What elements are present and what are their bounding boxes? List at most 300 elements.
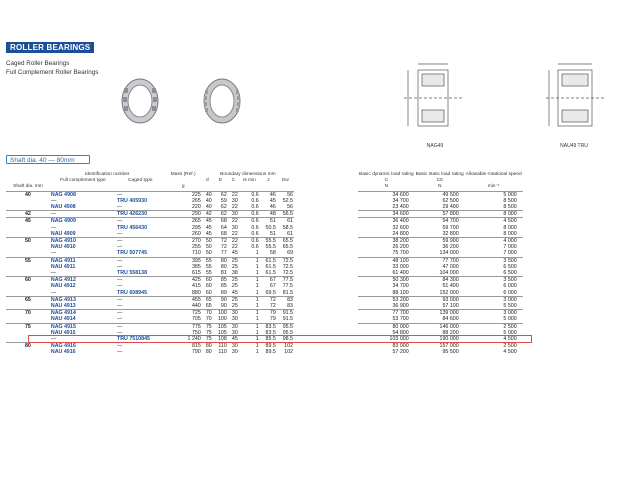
cell-full: NAG 4916 — [50, 343, 116, 350]
cell-caged: — — [116, 238, 165, 245]
table-row — [6, 270, 294, 277]
cell-shaft: 65 — [6, 296, 50, 303]
cell-C0: 57 800 — [415, 211, 465, 218]
cell-D: 85 — [220, 283, 227, 290]
cell-shaft — [6, 316, 50, 323]
cell-mass: 385 — [191, 263, 201, 270]
table-row — [358, 211, 523, 218]
table-row — [358, 191, 523, 198]
cell-speed: 8 000 — [503, 230, 517, 237]
load-rating-table — [358, 172, 523, 356]
table-row — [358, 204, 523, 211]
cell-rs: 1 — [255, 270, 259, 277]
cell-C1: 36 400 — [358, 218, 415, 225]
cell-Ew: 72.5 — [282, 270, 293, 277]
cell-d: 60 — [202, 277, 213, 284]
cell-d: 80 — [205, 349, 212, 356]
cell-Ew: 56 — [287, 204, 293, 211]
cell-caged: TRU 405930 — [116, 197, 148, 204]
cell-caged: TRU 456430 — [116, 224, 148, 231]
cell-J: 89.5 — [260, 343, 277, 350]
cell-shaft — [6, 290, 50, 297]
cell-mass: 290 — [165, 211, 202, 218]
cell-C0: 62 500 — [442, 197, 459, 204]
cell-J: 79 — [260, 310, 277, 317]
cell-shaft — [6, 204, 50, 211]
header-C0: C0 — [436, 178, 443, 184]
cell-Ew: 61 — [277, 218, 294, 225]
cell-D: 90 — [213, 296, 228, 303]
cell-J: 51 — [260, 218, 277, 225]
cell-D: 110 — [213, 343, 228, 350]
header-unit-N2: N — [437, 184, 442, 190]
cell-caged: — — [116, 316, 123, 323]
cell-J: 61.5 — [260, 257, 277, 264]
cell-speed: 3 500 — [465, 257, 523, 264]
cell-C1: 26 200 — [392, 244, 409, 251]
cell-d: 42 — [202, 211, 213, 218]
cell-C: 30 — [231, 197, 238, 204]
cell-speed: 3 000 — [465, 310, 523, 317]
cell-C1: 80 000 — [358, 323, 415, 330]
cell-speed: 3 000 — [465, 296, 523, 303]
cell-C: 22 — [228, 191, 239, 198]
cell-C0: 49 500 — [415, 191, 465, 198]
cell-Ew: 98.5 — [282, 336, 293, 343]
highlighted-row-outline — [28, 335, 532, 343]
nag49-drawing — [398, 58, 472, 138]
cell-C1: 24 800 — [392, 230, 409, 237]
cell-shaft — [6, 303, 50, 310]
cell-D: 110 — [218, 349, 227, 356]
cell-shaft — [6, 250, 50, 257]
cell-Ew: 56 — [277, 191, 294, 198]
cell-D: 80 — [213, 257, 228, 264]
cell-C: 25 — [228, 277, 239, 284]
cell-speed: 6 000 — [503, 289, 517, 296]
header-boundary: Boundary dimensions mm — [220, 172, 276, 177]
table-row — [358, 310, 523, 317]
cell-C0: 190 000 — [439, 336, 459, 343]
cell-full: NAG 4908 — [50, 191, 116, 198]
cell-C0: 157 000 — [415, 343, 465, 350]
cell-full: NAG 4910 — [50, 238, 116, 245]
cell-d: 55 — [205, 263, 212, 270]
cell-C0: 29 400 — [442, 204, 459, 211]
cell-C0: 77 700 — [415, 257, 465, 264]
cell-Ew: 102 — [277, 343, 294, 350]
header-caged: Caged type — [128, 178, 153, 184]
cell-Ew: 102 — [284, 349, 293, 356]
table-row — [6, 349, 294, 355]
cell-D: 62 — [220, 204, 227, 211]
cell-rs: 1 — [255, 336, 259, 343]
cell-mass: 615 — [191, 270, 201, 277]
cell-C1: 34 700 — [392, 197, 409, 204]
table-row — [6, 296, 294, 303]
table-row — [358, 290, 523, 297]
cell-C0: 84 600 — [442, 316, 459, 323]
cell-D: 105 — [217, 329, 227, 336]
cell-speed: 4 000 — [465, 238, 523, 245]
cell-full: NAG 4909 — [50, 218, 116, 225]
cell-d: 50 — [205, 250, 212, 257]
cell-Ew: 72.5 — [277, 257, 294, 264]
table-row — [6, 290, 294, 297]
cell-caged: — — [116, 343, 165, 350]
cell-caged: — — [116, 191, 165, 198]
cell-C: 30 — [228, 310, 239, 317]
shaft-dia-label: Shaft dia. 40 — 80mm — [6, 155, 90, 164]
cell-caged: — — [116, 329, 123, 336]
cell-C0: 152 000 — [439, 289, 459, 296]
cell-C0: 51 400 — [442, 283, 459, 290]
table-row — [358, 323, 523, 330]
cell-Ew: 81.5 — [282, 289, 293, 296]
cell-Ew: 69 — [287, 250, 293, 257]
cell-d: 70 — [205, 316, 212, 323]
cell-speed: 2 500 — [465, 343, 523, 350]
cell-mass: 705 — [191, 316, 201, 323]
cell-rs: 0.6 — [251, 244, 259, 251]
cell-mass: 415 — [191, 283, 201, 290]
cell-full: — — [50, 250, 57, 257]
cell-Ew: 65.5 — [277, 238, 294, 245]
cell-D: 89 — [220, 289, 227, 296]
cell-C: 38 — [231, 270, 238, 277]
cell-D: 72 — [213, 238, 228, 245]
table-row — [6, 231, 294, 238]
cell-mass: 455 — [165, 296, 202, 303]
table-row — [6, 211, 294, 218]
cell-C: 45 — [231, 336, 238, 343]
cell-caged: TRU 558138 — [116, 270, 148, 277]
cell-d: 40 — [205, 197, 212, 204]
section-badge: ROLLER BEARINGS — [6, 42, 94, 53]
cell-caged: — — [116, 244, 123, 251]
cell-full: NAU 4912 — [50, 283, 76, 290]
cell-rs: 0.6 — [251, 230, 259, 237]
table-row — [6, 277, 294, 284]
cell-d: 65 — [202, 296, 213, 303]
cell-C: 22 — [231, 230, 238, 237]
header-mass: Mass (Ref.) — [170, 172, 196, 177]
cell-D: 90 — [220, 303, 227, 310]
table-row — [6, 310, 294, 317]
cell-mass: 425 — [165, 277, 202, 284]
cell-mass: 265 — [191, 197, 201, 204]
cell-mass: 815 — [165, 343, 202, 350]
table-row — [6, 257, 294, 264]
cell-d: 65 — [205, 303, 212, 310]
cell-mass: 220 — [191, 204, 201, 211]
header-C: C — [231, 178, 236, 184]
cell-J: 46 — [260, 191, 277, 198]
cell-speed: 4 500 — [503, 336, 517, 343]
cell-mass: 750 — [191, 329, 201, 336]
cell-full: — — [50, 270, 57, 277]
cell-d: 75 — [205, 336, 212, 343]
table-row — [358, 303, 523, 310]
cell-speed: 8 500 — [503, 204, 517, 211]
cell-d: 75 — [202, 323, 213, 330]
header-Ew: Ew — [282, 178, 289, 184]
cell-C1: 34 600 — [358, 211, 415, 218]
cell-D: 80 — [220, 263, 227, 270]
table-row — [358, 316, 523, 323]
cell-mass: 260 — [191, 230, 201, 237]
cell-J: 83.5 — [260, 323, 277, 330]
cell-J: 46 — [269, 204, 276, 211]
cell-shaft: 45 — [6, 218, 50, 225]
cell-J: 61.5 — [265, 270, 276, 277]
header-full: Full complement type — [60, 178, 106, 184]
cell-caged: TRU 7510845 — [116, 336, 150, 343]
cell-full: NAG 4915 — [50, 323, 116, 330]
cell-full: — — [50, 336, 57, 343]
cell-D: 64 — [220, 224, 227, 231]
cell-J: 48 — [260, 211, 277, 218]
cell-Ew: 61 — [287, 230, 293, 237]
header-mass-unit: g — [181, 184, 185, 190]
subtitle-caged: Caged Roller Bearings — [6, 60, 70, 67]
cell-Ew: 52.5 — [282, 197, 293, 204]
cell-speed: 8 000 — [465, 211, 523, 218]
cell-C1: 53 200 — [358, 296, 415, 303]
cell-Ew: 58.5 — [282, 224, 293, 231]
cell-C: 30 — [228, 211, 239, 218]
cell-rs: 1 — [255, 329, 259, 336]
cell-D: 68 — [213, 218, 228, 225]
cell-C1: 75 700 — [392, 250, 409, 257]
cell-Ew: 77.5 — [277, 277, 294, 284]
table-row — [6, 250, 294, 257]
cell-full: NAU 4909 — [50, 230, 76, 237]
cell-J: 89.5 — [265, 349, 276, 356]
cell-J: 55.5 — [260, 238, 277, 245]
cell-D: 72 — [220, 244, 227, 251]
cell-speed: 7 000 — [503, 244, 517, 251]
cell-Ew: 95.5 — [282, 329, 293, 336]
cell-C: 25 — [231, 263, 238, 270]
cell-speed: 3 500 — [465, 277, 523, 284]
cell-D: 68 — [220, 230, 227, 237]
cell-caged: — — [116, 218, 165, 225]
header-allow-speed: Allowable rotational speed — [465, 172, 522, 177]
cell-rs: 1 — [239, 343, 260, 350]
cell-C1: 103 000 — [389, 336, 409, 343]
cell-C0: 134 000 — [439, 250, 459, 257]
caged-bearing-image — [118, 76, 162, 126]
cell-C: 25 — [228, 296, 239, 303]
cell-C: 45 — [231, 250, 238, 257]
table-row — [358, 257, 523, 264]
cell-J: 67 — [260, 277, 277, 284]
cell-rs: 1 — [255, 283, 259, 290]
cell-caged: — — [116, 349, 123, 356]
cell-speed: 4 500 — [503, 349, 517, 356]
cell-shaft: 80 — [6, 343, 50, 350]
cell-mass: 1 240 — [187, 336, 201, 343]
cell-C0: 57 100 — [442, 303, 459, 310]
cell-mass: 790 — [191, 349, 201, 356]
table-row — [6, 316, 294, 323]
cell-D: 100 — [217, 316, 227, 323]
cell-J: 83.5 — [265, 329, 276, 336]
cell-d: 80 — [202, 343, 213, 350]
header-basic-static: Basic static load rating — [415, 172, 464, 177]
cell-caged: — — [116, 303, 123, 310]
cell-d: 45 — [202, 218, 213, 225]
cell-rs: 1 — [255, 289, 259, 296]
cell-C: 25 — [231, 283, 238, 290]
dimension-table — [6, 172, 294, 356]
cell-speed: 5 000 — [503, 316, 517, 323]
cell-caged: — — [116, 257, 165, 264]
cell-J: 67 — [269, 283, 276, 290]
cell-speed: 7 000 — [503, 250, 517, 257]
cell-J: 85.5 — [265, 336, 276, 343]
cell-C0: 139 000 — [415, 310, 465, 317]
cell-D: 85 — [213, 277, 228, 284]
cell-J: 55.5 — [265, 244, 276, 251]
header-D: D — [218, 178, 223, 184]
cell-full: NAU 4910 — [50, 244, 76, 251]
cell-mass: 880 — [191, 289, 201, 296]
header-basic-dyn: Basic dynamic load rating — [359, 172, 414, 177]
cell-C: 22 — [231, 244, 238, 251]
cell-shaft — [6, 231, 50, 238]
cell-full: NAU 4911 — [50, 263, 76, 270]
table-row — [6, 303, 294, 310]
cell-C0: 36 200 — [442, 244, 459, 251]
cell-caged: — — [116, 323, 165, 330]
table-row — [6, 191, 294, 198]
cell-shaft: 70 — [6, 310, 50, 317]
header-shaft: Shaft dia. mm — [13, 184, 43, 190]
cell-J: 61.5 — [265, 263, 276, 270]
cell-full: NAU 4914 — [50, 316, 76, 323]
cell-caged: TRU 507745 — [116, 250, 148, 257]
cell-Ew: 91.5 — [282, 316, 293, 323]
cell-mass: 270 — [165, 238, 202, 245]
table-row — [358, 296, 523, 303]
cell-C: 25 — [228, 257, 239, 264]
cell-speed: 5 000 — [465, 191, 523, 198]
cell-C1: 33 000 — [392, 263, 409, 270]
cell-C1: 32 600 — [392, 224, 409, 231]
cell-speed: 6 000 — [503, 283, 517, 290]
cell-rs: 1 — [255, 303, 259, 310]
cell-C1: 34 600 — [358, 191, 415, 198]
cell-C: 25 — [231, 303, 238, 310]
cell-C1: 77 700 — [358, 310, 415, 317]
cell-speed: 6 500 — [503, 270, 517, 277]
cell-C0: 54 700 — [415, 218, 465, 225]
cell-rs: 1 — [255, 250, 259, 257]
cell-C1: 83 000 — [358, 343, 415, 350]
cell-caged: — — [116, 277, 165, 284]
cell-rs: 0.6 — [251, 197, 259, 204]
full-complement-bearing-image — [200, 76, 244, 126]
cell-mass: 295 — [191, 224, 201, 231]
cell-speed: 5 500 — [503, 303, 517, 310]
cell-D: 59 — [220, 197, 227, 204]
table-row — [6, 238, 294, 245]
cell-mass: 395 — [165, 257, 202, 264]
cell-shaft: 60 — [6, 277, 50, 284]
cell-rs: 1 — [255, 349, 259, 356]
nau49-caption: NAU49 TRU — [560, 143, 588, 149]
table-row — [358, 349, 523, 355]
cell-full: NAG 4911 — [50, 257, 116, 264]
table-row — [358, 343, 523, 350]
cell-J: 72 — [260, 296, 277, 303]
cell-rs: 1 — [239, 296, 260, 303]
cell-D: 105 — [213, 323, 228, 330]
cell-C1: 61 400 — [392, 270, 409, 277]
cell-C: 30 — [228, 323, 239, 330]
table-row — [358, 238, 523, 245]
cell-Ew: 95.5 — [277, 323, 294, 330]
cell-C0: 84 300 — [415, 277, 465, 284]
cell-C: 30 — [231, 349, 238, 356]
cell-J: 58 — [269, 250, 276, 257]
table-row — [358, 277, 523, 284]
header-unit-rpm: min⁻¹ — [487, 184, 500, 190]
header-J: J — [267, 178, 270, 184]
cell-rs: 1 — [255, 263, 259, 270]
cell-D: 62 — [213, 191, 228, 198]
cell-shaft — [6, 349, 50, 355]
cell-speed: 5 000 — [503, 329, 517, 336]
cell-rs: 0.6 — [239, 191, 260, 198]
table-row — [6, 323, 294, 330]
table-row — [6, 218, 294, 225]
table-row — [358, 270, 523, 277]
cell-rs: 1 — [239, 310, 260, 317]
cell-full: — — [50, 224, 57, 231]
cell-C0: 32 800 — [442, 230, 459, 237]
cell-C: 30 — [231, 329, 238, 336]
header-ident: Identification number — [84, 172, 130, 177]
cell-caged: — — [116, 204, 123, 211]
cell-caged: TRU 608945 — [116, 289, 148, 296]
cell-rs: 1 — [239, 277, 260, 284]
cell-D: 100 — [213, 310, 228, 317]
cell-C1: 57 200 — [392, 349, 409, 356]
cell-caged: — — [116, 310, 165, 317]
cell-d: 45 — [205, 224, 212, 231]
cell-shaft: 75 — [6, 323, 50, 330]
cell-d: 55 — [202, 257, 213, 264]
cell-C0: 93 000 — [415, 296, 465, 303]
cell-speed: 4 500 — [465, 218, 523, 225]
cell-J: 79 — [269, 316, 276, 323]
cell-D: 77 — [220, 250, 227, 257]
cell-caged: — — [116, 283, 123, 290]
cell-C1: 88 100 — [392, 289, 409, 296]
header-Cr: C — [384, 178, 389, 184]
table-row — [358, 231, 523, 238]
cell-C1: 50 300 — [358, 277, 415, 284]
cell-full: NAU 4913 — [50, 303, 76, 310]
cell-d: 40 — [205, 204, 212, 211]
nag49-caption: NAG49 — [426, 143, 444, 149]
cell-rs: 0.6 — [239, 211, 260, 218]
cell-C0: 104 000 — [439, 270, 459, 277]
cell-full: NAU 4908 — [50, 204, 76, 211]
